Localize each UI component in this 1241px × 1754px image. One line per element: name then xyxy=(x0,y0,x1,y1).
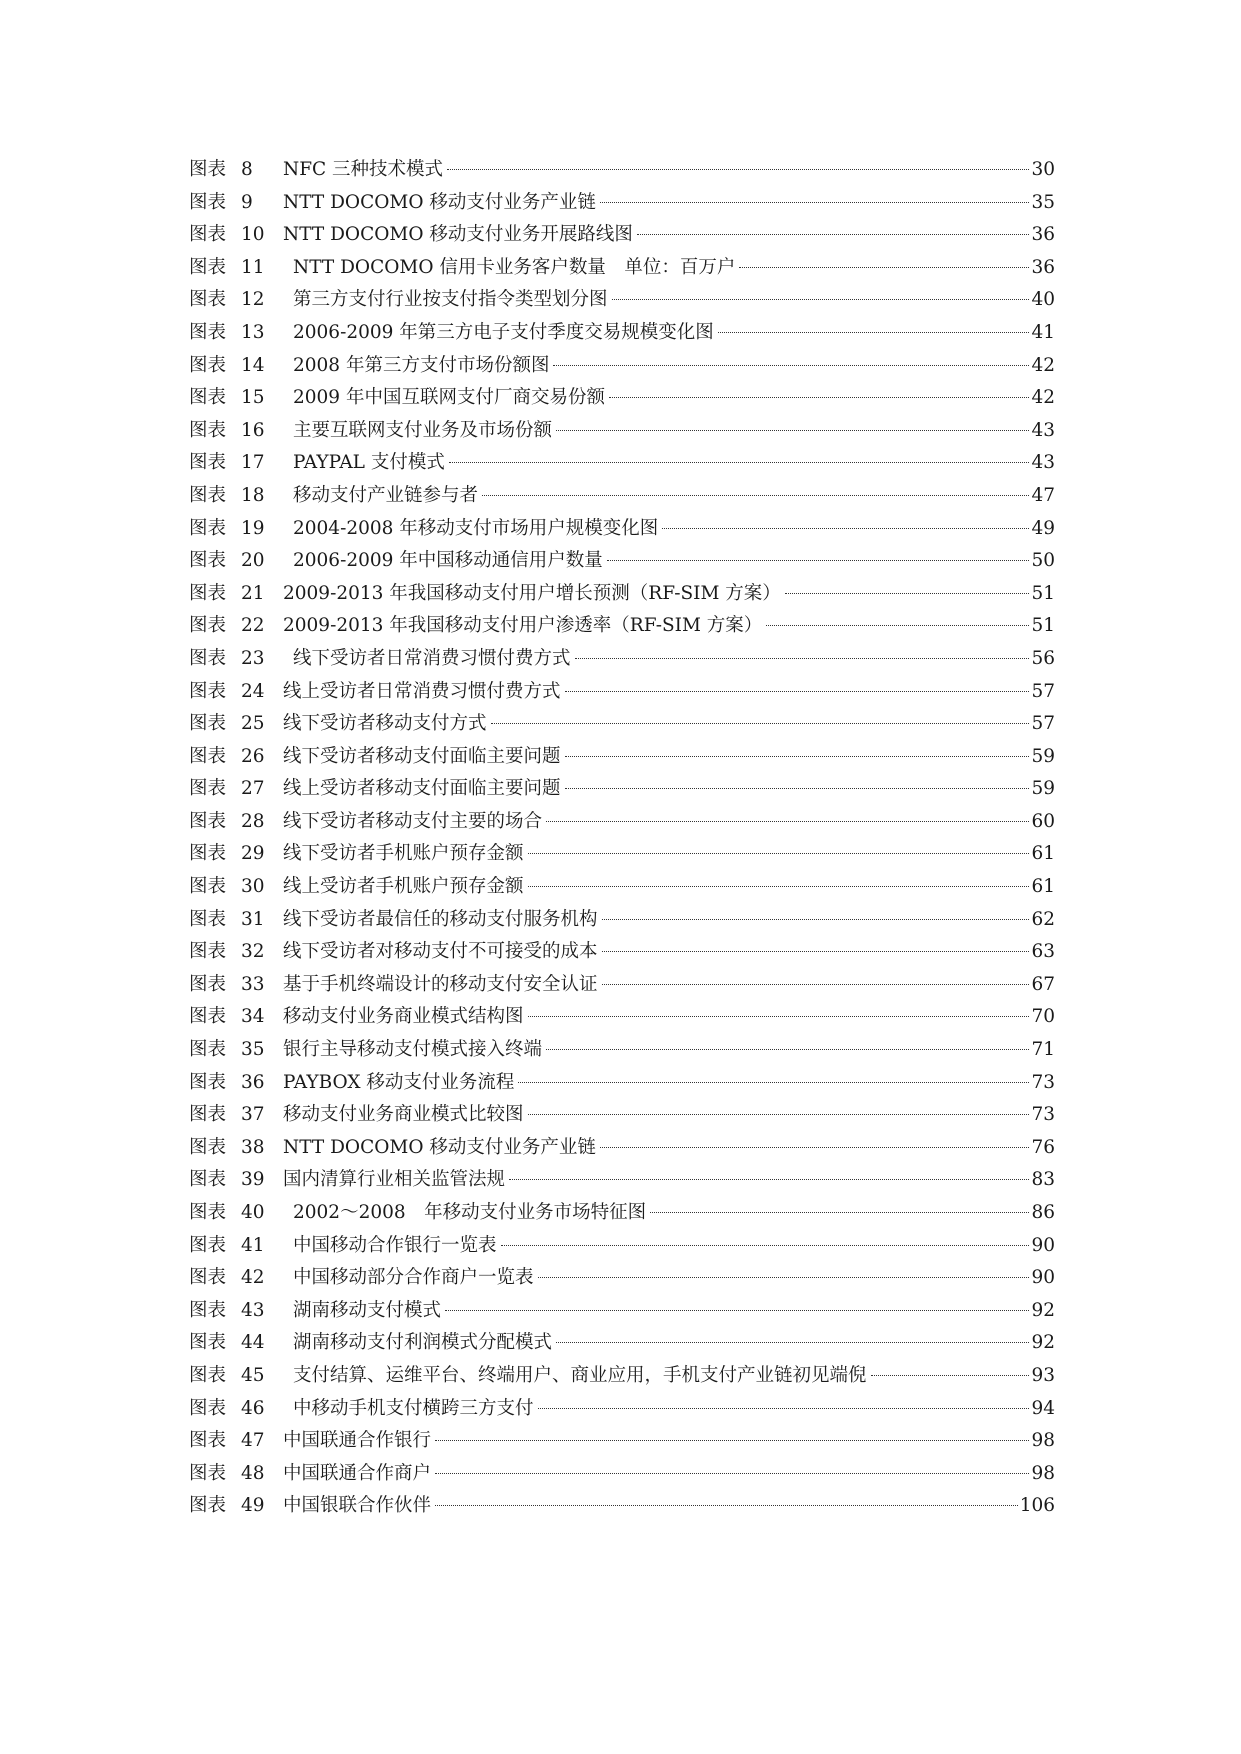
dot-leader xyxy=(546,821,1029,822)
toc-entry[interactable] xyxy=(189,1327,1055,1360)
page-number: 71 xyxy=(1031,1039,1055,1061)
figure-number: 29 xyxy=(241,843,265,865)
dot-leader xyxy=(785,593,1030,594)
figure-title: 中国银联合作伙伴 xyxy=(283,1495,432,1517)
page-number: 90 xyxy=(1031,1234,1055,1256)
figure-number: 35 xyxy=(241,1039,265,1061)
page-number: 61 xyxy=(1031,843,1055,865)
page-number: 42 xyxy=(1031,354,1055,376)
figure-title: 中国联通合作商户 xyxy=(283,1462,432,1484)
figure-title: 银行主导移动支付模式接入终端 xyxy=(283,1039,543,1061)
toc-entry[interactable] xyxy=(189,1360,1055,1393)
dot-leader xyxy=(528,1016,1030,1017)
figure-number: 19 xyxy=(241,517,265,539)
page-number: 51 xyxy=(1031,582,1055,604)
figure-prefix: 图表 xyxy=(189,876,227,898)
page-number: 36 xyxy=(1031,256,1055,278)
page-number: 92 xyxy=(1031,1299,1055,1321)
figure-title: 湖南移动支付利润模式分配模式 xyxy=(293,1332,553,1354)
toc-entry[interactable] xyxy=(189,1295,1055,1328)
figure-number: 45 xyxy=(241,1364,265,1386)
figure-prefix: 图表 xyxy=(189,1332,227,1354)
figure-prefix: 图表 xyxy=(189,1397,227,1419)
figure-number: 43 xyxy=(241,1299,265,1321)
dot-leader xyxy=(612,299,1030,300)
dot-leader xyxy=(565,788,1030,789)
figure-title: 2008 年第三方支付市场份额图 xyxy=(293,354,550,376)
toc-entry[interactable] xyxy=(189,317,1055,350)
figure-number: 47 xyxy=(241,1430,265,1452)
page-number: 30 xyxy=(1031,159,1055,180)
figure-number: 18 xyxy=(241,484,265,506)
page-number: 83 xyxy=(1031,1169,1055,1191)
toc-entry[interactable] xyxy=(189,1425,1055,1458)
toc-entry[interactable] xyxy=(189,252,1055,285)
figure-prefix: 图表 xyxy=(189,387,227,409)
figure-number: 39 xyxy=(241,1169,265,1191)
toc-entry[interactable] xyxy=(189,284,1055,317)
figure-number: 30 xyxy=(241,876,265,898)
figure-title: 国内清算行业相关监管法规 xyxy=(283,1169,506,1191)
figure-prefix: 图表 xyxy=(189,484,227,506)
page-number: 94 xyxy=(1031,1397,1055,1419)
dot-leader xyxy=(602,984,1030,985)
figure-prefix: 图表 xyxy=(189,745,227,767)
figure-title: 移动支付产业链参与者 xyxy=(293,484,479,506)
figure-number: 40 xyxy=(241,1202,265,1223)
figure-number: 25 xyxy=(241,713,265,735)
dot-leader xyxy=(538,1408,1030,1409)
page-number: 47 xyxy=(1031,484,1055,506)
dot-leader xyxy=(637,234,1030,235)
toc-entry[interactable] xyxy=(189,708,1055,741)
toc-entry[interactable] xyxy=(189,1034,1055,1067)
figure-prefix: 图表 xyxy=(189,941,227,963)
page-number: 61 xyxy=(1031,876,1055,898)
page-number: 59 xyxy=(1031,745,1055,767)
page-number: 73 xyxy=(1031,1104,1055,1126)
toc-entry[interactable] xyxy=(189,447,1055,480)
figure-prefix: 图表 xyxy=(189,1006,227,1028)
dot-leader xyxy=(556,1342,1029,1343)
dot-leader xyxy=(609,397,1029,398)
figure-title: NTT DOCOMO 信用卡业务客户数量 单位：百万户 xyxy=(293,256,736,278)
figure-title: 线上受访者移动支付面临主要问题 xyxy=(283,778,561,800)
figure-title: 中国移动部分合作商户一览表 xyxy=(293,1267,534,1289)
figure-number: 38 xyxy=(241,1136,265,1158)
toc-entry[interactable] xyxy=(189,806,1055,839)
toc-entry[interactable] xyxy=(189,1230,1055,1263)
figure-title: 2009 年中国互联网支付厂商交易份额 xyxy=(293,387,605,409)
figure-number: 32 xyxy=(241,941,265,963)
figure-number: 16 xyxy=(241,419,265,441)
figure-prefix: 图表 xyxy=(189,843,227,865)
figure-title: 2009-2013 年我国移动支付用户增长预测（RF-SIM 方案） xyxy=(283,582,781,604)
dot-leader xyxy=(482,495,1029,496)
toc-entry[interactable] xyxy=(189,1197,1055,1230)
figure-number: 13 xyxy=(241,321,265,343)
figure-title: 2004-2008 年移动支付市场用户规模变化图 xyxy=(293,517,659,539)
figure-number: 46 xyxy=(241,1397,265,1419)
figure-number: 12 xyxy=(241,289,265,311)
figure-title: NFC 三种技术模式 xyxy=(283,159,444,180)
page-number: 35 xyxy=(1031,191,1055,213)
page-number: 60 xyxy=(1031,810,1055,832)
list-of-figures xyxy=(189,154,1055,1523)
figure-title: 线上受访者手机账户预存金额 xyxy=(283,876,524,898)
toc-entry[interactable] xyxy=(189,773,1055,806)
toc-entry[interactable] xyxy=(189,1458,1055,1491)
toc-entry[interactable] xyxy=(189,578,1055,611)
figure-number: 28 xyxy=(241,810,265,832)
page-number: 98 xyxy=(1031,1430,1055,1452)
page-number: 50 xyxy=(1031,550,1055,572)
dot-leader xyxy=(602,951,1030,952)
dot-leader xyxy=(556,430,1029,431)
page-number: 43 xyxy=(1031,419,1055,441)
page-number: 62 xyxy=(1031,908,1055,930)
dot-leader xyxy=(871,1375,1030,1376)
figure-prefix: 图表 xyxy=(189,517,227,539)
figure-title: 线下受访者手机账户预存金额 xyxy=(283,843,524,865)
figure-title: 基于手机终端设计的移动支付安全认证 xyxy=(283,973,598,995)
toc-entry[interactable] xyxy=(189,154,1055,187)
figure-title: PAYPAL 支付模式 xyxy=(293,452,445,474)
dot-leader xyxy=(602,919,1030,920)
figure-title: 线上受访者日常消费习惯付费方式 xyxy=(283,680,561,702)
page-number: 57 xyxy=(1031,713,1055,735)
figure-prefix: 图表 xyxy=(189,289,227,311)
toc-entry[interactable] xyxy=(189,969,1055,1002)
dot-leader xyxy=(538,1277,1030,1278)
figure-number: 37 xyxy=(241,1104,265,1126)
page-number: 43 xyxy=(1031,452,1055,474)
toc-entry[interactable] xyxy=(189,545,1055,578)
figure-title: 湖南移动支付模式 xyxy=(293,1299,442,1321)
toc-entry[interactable] xyxy=(189,1001,1055,1034)
toc-entry[interactable] xyxy=(189,1067,1055,1100)
figure-prefix: 图表 xyxy=(189,1104,227,1126)
figure-number: 9 xyxy=(241,191,253,213)
figure-title: NTT DOCOMO 移动支付业务开展路线图 xyxy=(283,224,633,246)
dot-leader xyxy=(449,462,1030,463)
dot-leader xyxy=(546,1049,1029,1050)
figure-prefix: 图表 xyxy=(189,778,227,800)
figure-title: 第三方支付行业按支付指令类型划分图 xyxy=(293,289,608,311)
page-number: 70 xyxy=(1031,1006,1055,1028)
figure-prefix: 图表 xyxy=(189,1364,227,1386)
dot-leader xyxy=(491,723,1030,724)
figure-number: 34 xyxy=(241,1006,265,1028)
figure-prefix: 图表 xyxy=(189,224,227,246)
page-number: 40 xyxy=(1031,289,1055,311)
page-number: 63 xyxy=(1031,941,1055,963)
toc-entry[interactable] xyxy=(189,219,1055,252)
figure-title: 移动支付业务商业模式结构图 xyxy=(283,1006,524,1028)
figure-number: 33 xyxy=(241,973,265,995)
page-number: 57 xyxy=(1031,680,1055,702)
figure-prefix: 图表 xyxy=(189,680,227,702)
figure-title: 线下受访者移动支付面临主要问题 xyxy=(283,745,561,767)
figure-number: 10 xyxy=(241,224,265,246)
toc-entry[interactable] xyxy=(189,1262,1055,1295)
figure-title: NTT DOCOMO 移动支付业务产业链 xyxy=(283,1136,596,1158)
figure-prefix: 图表 xyxy=(189,1136,227,1158)
toc-entry[interactable] xyxy=(189,838,1055,871)
figure-prefix: 图表 xyxy=(189,973,227,995)
dot-leader xyxy=(766,625,1029,626)
figure-prefix: 图表 xyxy=(189,321,227,343)
figure-title: 中移动手机支付横跨三方支付 xyxy=(293,1397,534,1419)
figure-prefix: 图表 xyxy=(189,713,227,735)
dot-leader xyxy=(445,1310,1029,1311)
dot-leader xyxy=(528,853,1030,854)
dot-leader xyxy=(501,1245,1030,1246)
dot-leader xyxy=(553,365,1029,366)
page-number: 59 xyxy=(1031,778,1055,800)
toc-entry[interactable] xyxy=(189,350,1055,383)
figure-title: 中国联通合作银行 xyxy=(283,1430,432,1452)
toc-entry[interactable] xyxy=(189,480,1055,513)
figure-prefix: 图表 xyxy=(189,1430,227,1452)
figure-title: 线下受访者对移动支付不可接受的成本 xyxy=(283,941,598,963)
toc-entry[interactable] xyxy=(189,741,1055,774)
figure-prefix: 图表 xyxy=(189,582,227,604)
figure-prefix: 图表 xyxy=(189,1169,227,1191)
dot-leader xyxy=(518,1082,1029,1083)
dot-leader xyxy=(528,886,1030,887)
figure-number: 14 xyxy=(241,354,265,376)
figure-title: 线下受访者移动支付方式 xyxy=(283,713,487,735)
figure-title: 2006-2009 年中国移动通信用户数量 xyxy=(293,550,603,572)
figure-number: 22 xyxy=(241,615,265,637)
toc-entry[interactable] xyxy=(189,871,1055,904)
dot-leader xyxy=(565,756,1030,757)
toc-entry[interactable] xyxy=(189,676,1055,709)
figure-prefix: 图表 xyxy=(189,1202,227,1223)
dot-leader xyxy=(739,267,1029,268)
figure-number: 11 xyxy=(241,256,265,278)
toc-entry[interactable] xyxy=(189,513,1055,546)
figure-prefix: 图表 xyxy=(189,550,227,572)
figure-number: 44 xyxy=(241,1332,265,1354)
figure-prefix: 图表 xyxy=(189,1071,227,1093)
figure-prefix: 图表 xyxy=(189,354,227,376)
dot-leader xyxy=(509,1179,1029,1180)
figure-title: 中国移动合作银行一览表 xyxy=(293,1234,497,1256)
figure-prefix: 图表 xyxy=(189,1462,227,1484)
figure-number: 8 xyxy=(241,159,253,180)
dot-leader xyxy=(662,528,1029,529)
page-number: 42 xyxy=(1031,387,1055,409)
toc-entry[interactable] xyxy=(189,1393,1055,1426)
figure-prefix: 图表 xyxy=(189,1234,227,1256)
dot-leader xyxy=(607,560,1030,561)
page-number: 76 xyxy=(1031,1136,1055,1158)
figure-title: 2009-2013 年我国移动支付用户渗透率（RF-SIM 方案） xyxy=(283,615,763,637)
figure-number: 49 xyxy=(241,1495,265,1517)
figure-prefix: 图表 xyxy=(189,615,227,637)
dot-leader xyxy=(447,169,1029,170)
page-number: 67 xyxy=(1031,973,1055,995)
page-number: 98 xyxy=(1031,1462,1055,1484)
dot-leader xyxy=(435,1473,1029,1474)
figure-number: 48 xyxy=(241,1462,265,1484)
page-number: 73 xyxy=(1031,1071,1055,1093)
figure-title: 2006-2009 年第三方电子支付季度交易规模变化图 xyxy=(293,321,714,343)
figure-number: 21 xyxy=(241,582,265,604)
page-number: 36 xyxy=(1031,224,1055,246)
page-number: 93 xyxy=(1031,1364,1055,1386)
figure-number: 26 xyxy=(241,745,265,767)
toc-entry[interactable] xyxy=(189,382,1055,415)
figure-number: 24 xyxy=(241,680,265,702)
page-number: 106 xyxy=(1019,1495,1055,1517)
figure-number: 20 xyxy=(241,550,265,572)
figure-number: 36 xyxy=(241,1071,265,1093)
toc-entry[interactable] xyxy=(189,643,1055,676)
page-number: 51 xyxy=(1031,615,1055,637)
figure-title: NTT DOCOMO 移动支付业务产业链 xyxy=(283,191,596,213)
figure-title: 线下受访者日常消费习惯付费方式 xyxy=(293,647,571,669)
toc-entry[interactable] xyxy=(189,1164,1055,1197)
dot-leader xyxy=(565,691,1030,692)
page-number: 49 xyxy=(1031,517,1055,539)
toc-entry[interactable] xyxy=(189,415,1055,448)
figure-number: 27 xyxy=(241,778,265,800)
page-number: 92 xyxy=(1031,1332,1055,1354)
figure-prefix: 图表 xyxy=(189,1267,227,1289)
dot-leader xyxy=(575,658,1030,659)
dot-leader xyxy=(650,1212,1029,1213)
toc-entry[interactable] xyxy=(189,936,1055,969)
figure-title: 支付结算、运维平台、终端用户、商业应用，手机支付产业链初见端倪 xyxy=(293,1364,867,1386)
figure-title: 主要互联网支付业务及市场份额 xyxy=(293,419,553,441)
figure-number: 31 xyxy=(241,908,265,930)
dot-leader xyxy=(528,1114,1030,1115)
figure-number: 17 xyxy=(241,452,265,474)
figure-prefix: 图表 xyxy=(189,419,227,441)
toc-entry[interactable] xyxy=(189,1132,1055,1165)
figure-prefix: 图表 xyxy=(189,159,227,180)
figure-number: 15 xyxy=(241,387,265,409)
figure-prefix: 图表 xyxy=(189,256,227,278)
dot-leader xyxy=(435,1505,1018,1506)
toc-entry[interactable] xyxy=(189,904,1055,937)
figure-prefix: 图表 xyxy=(189,452,227,474)
figure-prefix: 图表 xyxy=(189,1299,227,1321)
figure-prefix: 图表 xyxy=(189,1039,227,1061)
figure-prefix: 图表 xyxy=(189,191,227,213)
page-number: 90 xyxy=(1031,1267,1055,1289)
page-number: 56 xyxy=(1031,647,1055,669)
dot-leader xyxy=(600,1147,1030,1148)
dot-leader xyxy=(718,332,1030,333)
page-number: 86 xyxy=(1031,1202,1055,1223)
toc-entry[interactable] xyxy=(189,1490,1055,1523)
toc-entry[interactable] xyxy=(189,610,1055,643)
figure-prefix: 图表 xyxy=(189,810,227,832)
dot-leader xyxy=(435,1440,1029,1441)
figure-title: 2002～2008 年移动支付业务市场特征图 xyxy=(293,1202,647,1223)
dot-leader xyxy=(600,202,1030,203)
figure-prefix: 图表 xyxy=(189,647,227,669)
page-number: 41 xyxy=(1031,321,1055,343)
figure-title: PAYBOX 移动支付业务流程 xyxy=(283,1071,515,1093)
figure-title: 线下受访者最信任的移动支付服务机构 xyxy=(283,908,598,930)
toc-entry[interactable] xyxy=(189,187,1055,220)
figure-number: 23 xyxy=(241,647,265,669)
toc-entry[interactable] xyxy=(189,1099,1055,1132)
figure-number: 42 xyxy=(241,1267,265,1289)
figure-number: 41 xyxy=(241,1234,265,1256)
figure-prefix: 图表 xyxy=(189,1495,227,1517)
figure-prefix: 图表 xyxy=(189,908,227,930)
figure-title: 线下受访者移动支付主要的场合 xyxy=(283,810,543,832)
figure-title: 移动支付业务商业模式比较图 xyxy=(283,1104,524,1126)
